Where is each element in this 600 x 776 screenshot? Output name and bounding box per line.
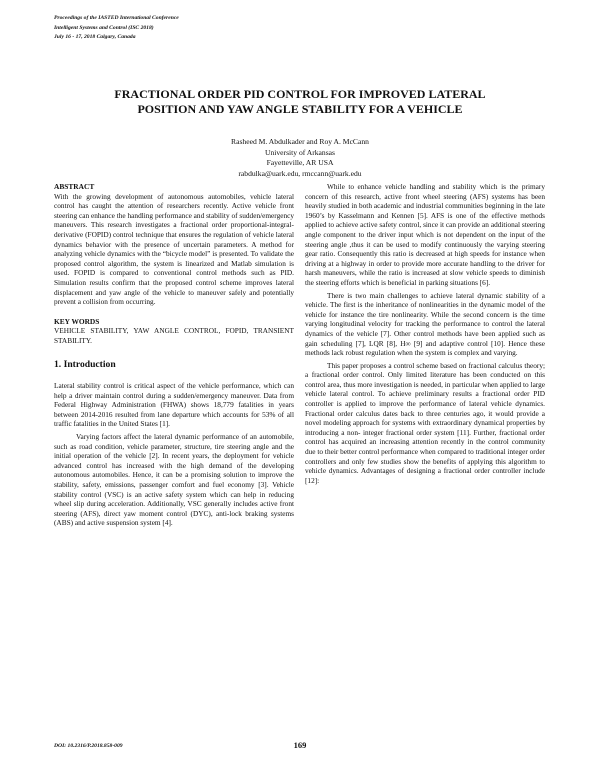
left-column: [54, 182, 294, 528]
abstract-text: With the growing development of autonomous automobiles, vehicle lateral control has caught the attention of researchers recently. Active vehicle front steering can enhance the handling performance and stability of sudden/emergency maneuvers. This research investigates a fractional order proportional-integral-derivative (FOPID) control technique that ensures the regulation of vehicle lateral dynamics behavior with the presence of uncertain parameters. A method for analyzing vehicle dynamics with the “bicycle model” is presented. To validate the proposed control algorithm, the system is linearized and Matlab simulation is used. FOPID is compared to conventional control methods such as PID. Simulation results confirm that the proposed control scheme improves lateral displacement and yaw angle of the vehicle to maneuver safely and potentially prevent a collision from occurring.: [54, 191, 294, 307]
paper-title: [40, 87, 560, 117]
intro-paragraph-1: Lateral stability control is critical aspect of the vehicle performance, which can help a driver maintain control during a sudden/emergency maneuver. Data from Federal Highway Administration (FHWA) shows 18,779 fatalities in years between 2014-2016 resulted from lane departure which accounts for 53% of all traffic fatalities in the United States [1].: [54, 381, 294, 429]
keywords-heading: KEY WORDS: [54, 316, 100, 326]
right-column: [305, 182, 545, 485]
doi: DOI: 10.2316/P.2018.858-009: [54, 743, 123, 749]
intro-paragraph-2: Varying factors affect the lateral dynamic performance of an automobile, such as road condition, vehicle parameter, structure, tire steering angle and the initial operation of the vehicle [2]. In recent years, the deployment for vehicle advanced control has increased with the high demand of the developing autonomous automobiles. Hence, it can be a promising solution to improve the stability, safety, emissions, passenger comfort and fuel economy [3]. Vehicle stability control (VSC) is an active safety system which can help in reducing wheel slip during acceleration. Additionally, VSC generally includes active front steering (AFS), direct yaw moment control (DYC), anti-lock braking systems (ABS) and active suspension system [4].: [54, 432, 294, 528]
author-location: Fayetteville, AR USA: [266, 158, 334, 167]
author-names: Rasheed M. Abdulkader and Roy A. McCann: [231, 137, 369, 146]
author-affiliation: University of Arkansas: [264, 147, 336, 157]
right-paragraph-2: There is two main challenges to achieve lateral dynamic stability of a vehicle. The first is the inheritance of nonlinearities in the dynamic model of the vehicle for instance the tire nonlinearity. While the second concern is the time varying longitudinal velocity for tracking the performance to control the lateral dynamics of the vehicle [7]. Other control methods have been applied such as gain scheduling [7], LQR [8], H∞ [9] and adaptive control [10]. Hence these methods lack robust regulation when the system is complex and varying.: [305, 290, 545, 358]
conference-date-location: July 16 - 17, 2018 Calgary, Canada: [54, 34, 136, 40]
paper-title-line-2: POSITION AND YAW ANGLE STABILITY FOR A VEHICLE: [137, 102, 463, 116]
conference-name: Proceedings of the IASTED International Conference: [54, 15, 179, 21]
right-paragraph-1: While to enhance vehicle handling and stability which is the primary concern of this research, active front wheel steering (AFS) systems has been heavily studied in both academic and industrial communities beginning in the late 1960’s by Kasselmann and Kennen [5]. AFS is one of the effective methods applied to achieve active safety control, since it can provide an additional steering angle component to the driver input which is not dependent on the input of the steering angle ,thus it can be used to modify continuously the varying steering gear ratio. Consequently this ratio is decreased at high speeds for instance when driving at a highway in order to provide more accurate handling to the driver for harsh maneuvers, while the ratio is increased at slow vehicle speeds to diminish the steering efforts which is beneficial in parking situations [6].: [305, 182, 545, 287]
page-number: 169: [293, 740, 307, 750]
paper-title-line-1: FRACTIONAL ORDER PID CONTROL FOR IMPROVED LATERAL: [114, 87, 486, 101]
right-paragraph-3: This paper proposes a control scheme based on fractional calculus theory; a fractional order control. Only limited literature has been conducted on this control area, thus more investigation is needed, in particular when applied to large vehicle lateral control. To achieve preliminary results a fractional order PID controller is applied to improve the performance of lateral vehicle dynamics. Fractional order calculus dates back to three centuries ago, it would provide a novel modeling approach for systems with extraordinary dynamical properties by introducing a non- integer fractional order system [11]. Further, fractional order control has acquired an increasing attention recently in the control community due to their better control performance when compared to traditional integer order controllers and only few studies show the benefits of applying this algorithm to vehicle dynamics. Advantages of designing a fractional order controller include [12]:: [305, 360, 545, 485]
abstract-heading: ABSTRACT: [54, 182, 95, 191]
keywords-text: VEHICLE STABILITY, YAW ANGLE CONTROL, FOPID, TRANSIENT STABILITY.: [54, 326, 294, 345]
conference-track: Intelligent Systems and Control (ISC 2018): [54, 24, 154, 31]
author-emails: rabdulka@uark.edu, rmccann@uark.edu: [238, 168, 362, 178]
introduction-heading: 1. Introduction: [54, 358, 116, 370]
